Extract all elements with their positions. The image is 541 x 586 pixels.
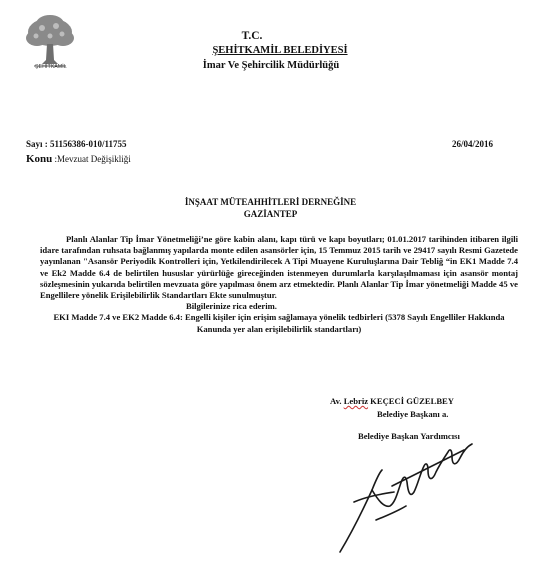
subject-label: Konu: [26, 153, 53, 165]
letter-body: [40, 234, 518, 335]
subject-value: :Mevzuat Değişikliği: [54, 154, 131, 164]
closing-line: Bilgilerinize rica ederim.: [186, 301, 277, 312]
signatory-first-name: Lebriz: [343, 396, 369, 406]
header-municipality: ŞEHİTKAMİL BELEDİYESİ: [212, 45, 348, 56]
logo-caption: ŞEHİTKAMİL: [35, 64, 67, 70]
signatory-title: Belediye Başkanı a.: [377, 409, 449, 419]
signatory-surname: KEÇECİ GÜZELBEY: [368, 396, 454, 406]
signatory-role: Belediye Başkan Yardımcısı: [358, 431, 460, 441]
document-date: 26/04/2016: [452, 139, 494, 149]
reference-number: Sayı : 51156386-010/11755: [26, 139, 127, 149]
attachment-note: EKI Madde 7.4 ve EK2 Madde 6.4: Engelli kişiler için erişim sağlamaya yönelik tedbirleri (5378 Sayılı Engelliler Hakkında Kanunda yer alan erişilebilirlik standartları): [53, 312, 505, 334]
subject-line: [26, 153, 131, 165]
header-department: İmar Ve Şehircilik Müdürlüğü: [202, 60, 340, 71]
recipient-line-2: GAZİANTEP: [243, 209, 298, 219]
signatory-name: [330, 396, 454, 406]
body-paragraph: Planlı Alanlar Tip İmar Yönetmeliği’ne göre kabin alanı, kapı türü ve kapı boyutları; 01.01.2017 tarihinden itibaren ilgili idare tarafından ruhsata bağlanmış yapılarda monte edilen asansörler için, 15 Temmuz 2015 tarih ve 29417 sayılı Resmi Gazetede yayınlanan "Asansör Periyodik Kontrolleri için, Yetkilendirilecek A Tipi Muayene Kuruluşlarına Dair Tebliğ “in EK1 Madde 7.4 ve Ek2 Madde 6.4 de belirtilen hususlar yürürlüğe gireceğinden istenmeyen durumlarla karşılaşılmaması için asansör montaj sözleşmesinin yukarıda belirtilen mevzuata göre yapılması önem arz etmektedir. Planlı Alanlar Tip İmar yönetmeliği Madde 45 ve Engellilere yönelik Erişilebilirlik Standartları Ekte sunulmuştur.: [40, 234, 518, 301]
handwritten-signature: [332, 436, 478, 556]
header-tc: T.C.: [241, 30, 263, 42]
signatory-prefix: Av.: [330, 396, 344, 406]
recipient-line-1: İNŞAAT MÜTEAHHİTLERİ DERNEĞİNE: [184, 197, 357, 207]
